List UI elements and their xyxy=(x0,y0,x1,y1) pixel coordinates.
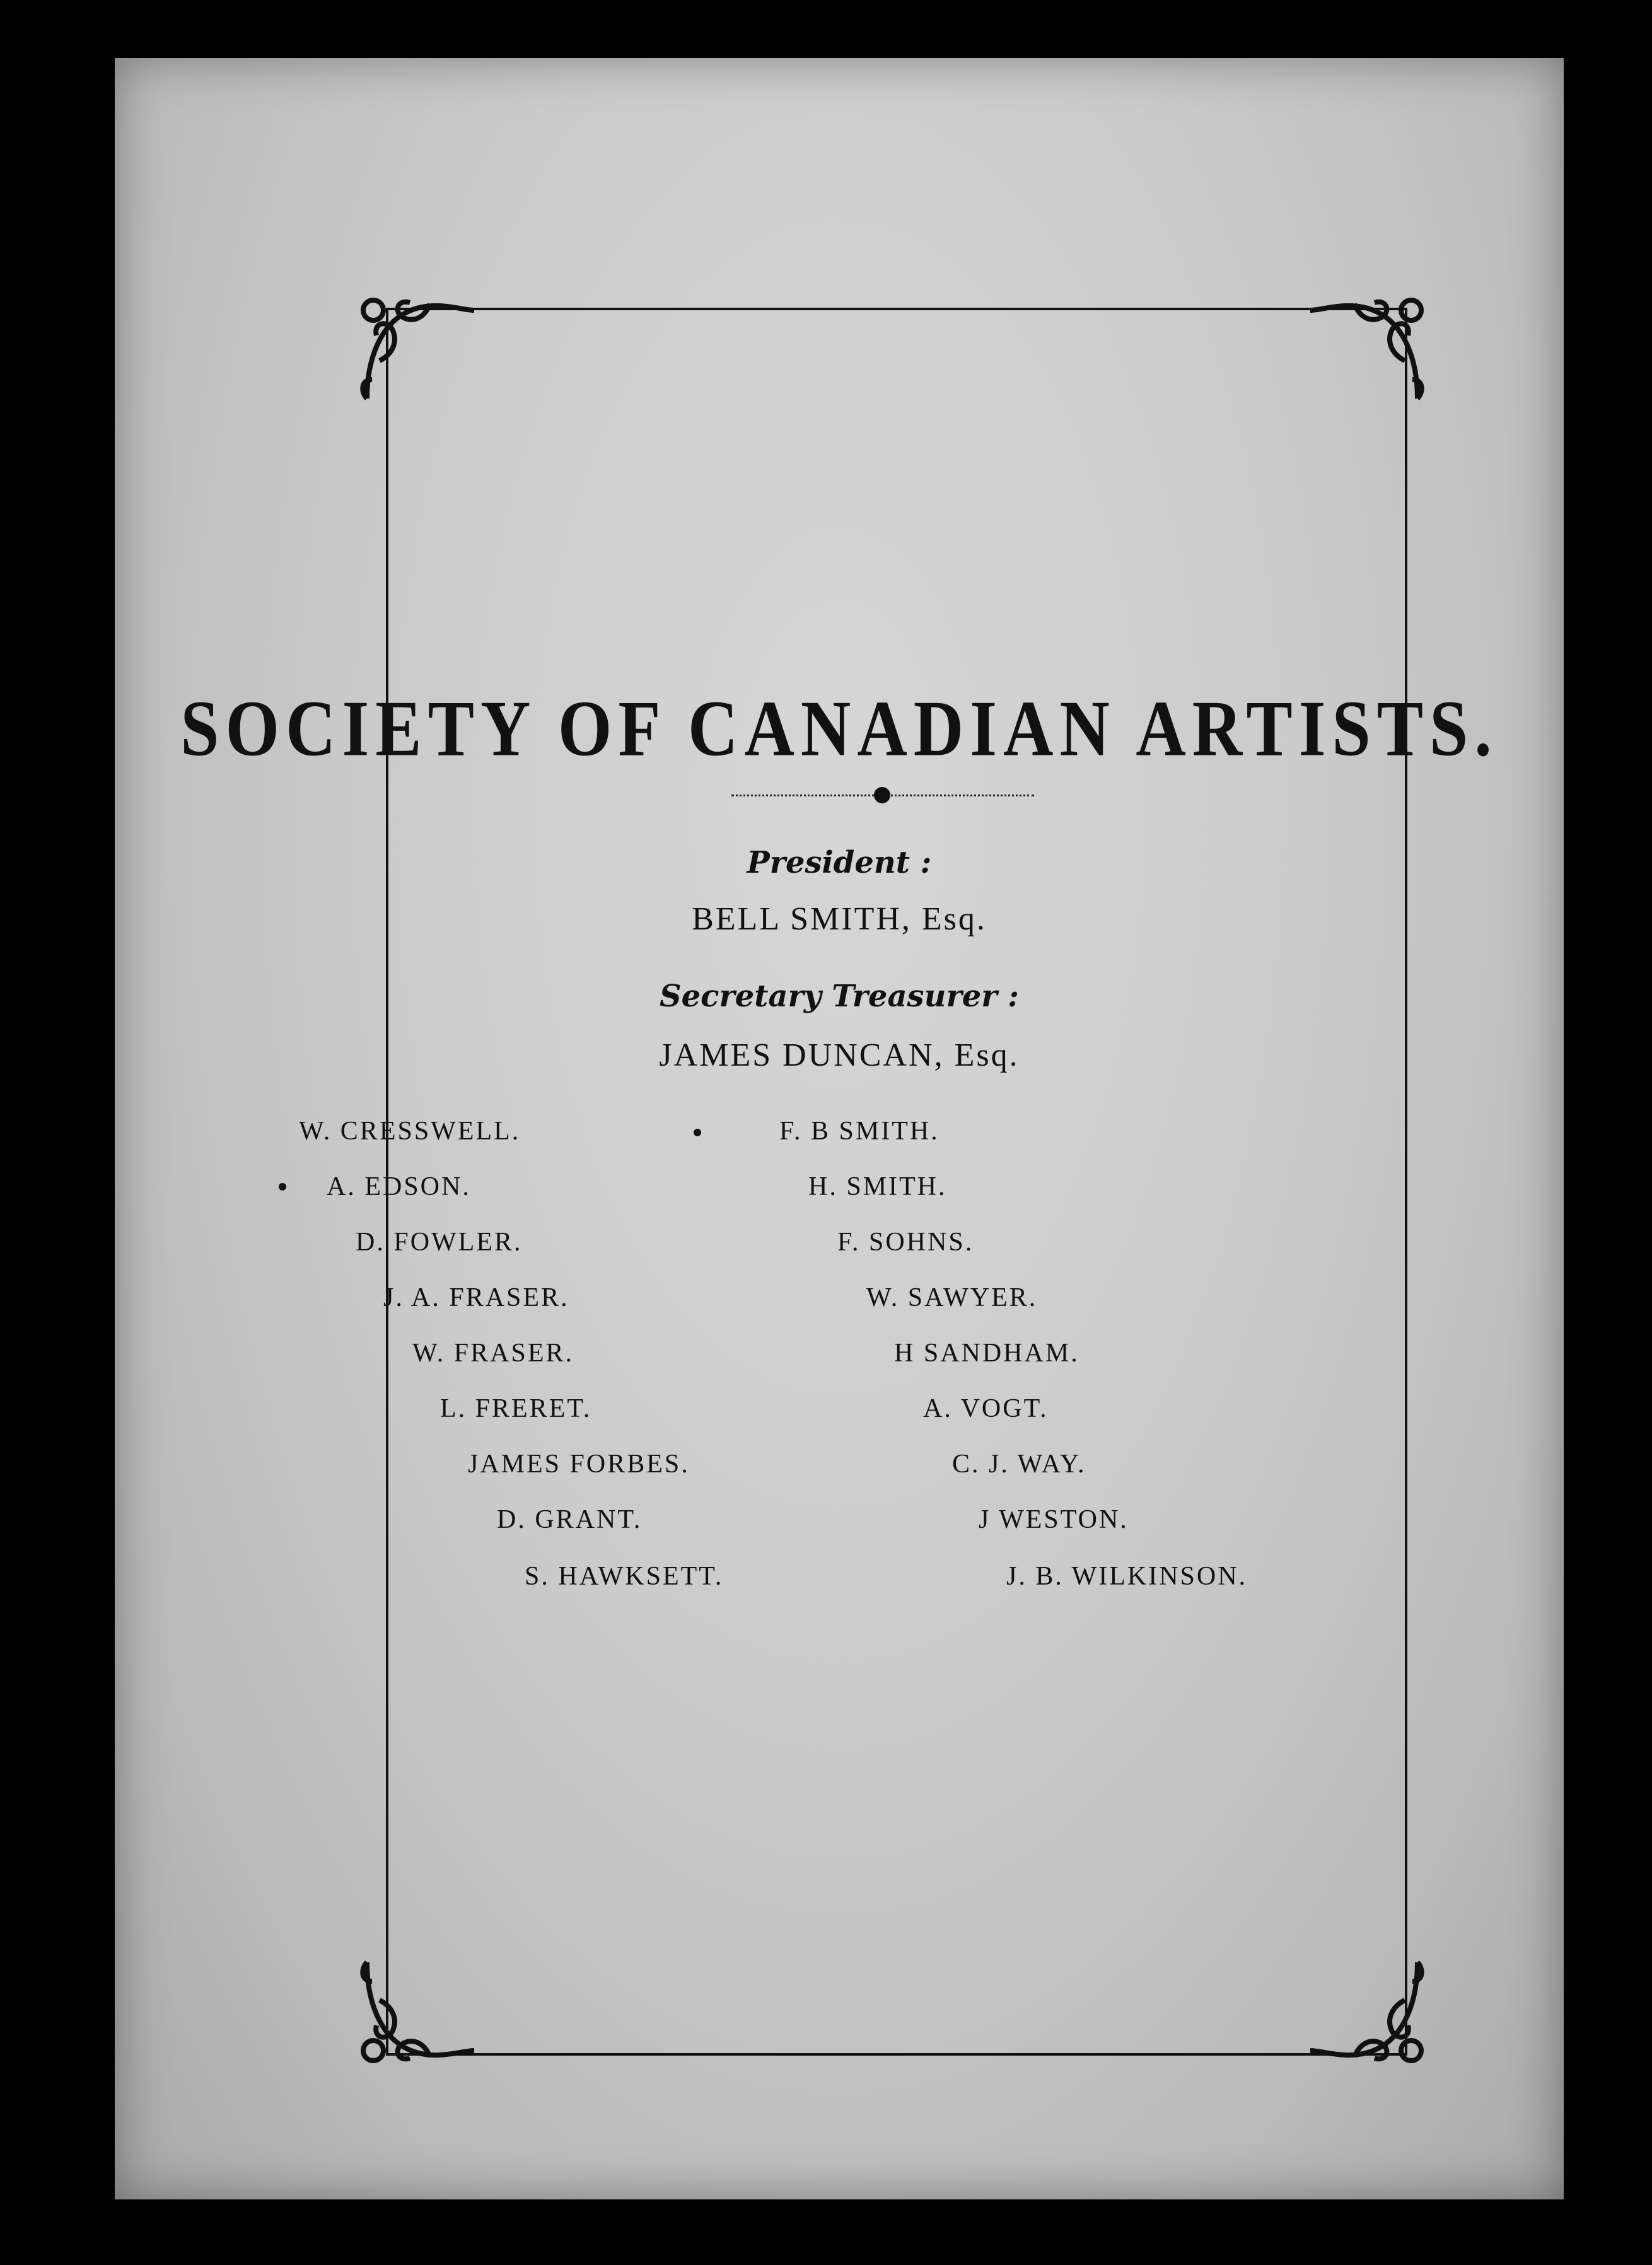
ornament-corner-icon xyxy=(1304,1950,1430,2076)
member-right: F. B SMITH. xyxy=(779,1117,939,1146)
member-right: F. SOHNS. xyxy=(837,1228,974,1257)
member-right: W. SAWYER. xyxy=(866,1283,1038,1312)
president-name: BELL SMITH, Esq. xyxy=(692,901,987,937)
ink-speck xyxy=(279,1183,286,1191)
divider-dot-icon xyxy=(874,787,890,803)
member-left: D. GRANT. xyxy=(497,1505,643,1534)
member-left: W. FRASER. xyxy=(412,1339,574,1368)
president-heading: President : xyxy=(747,845,932,880)
member-left: A. EDSON. xyxy=(327,1172,471,1201)
ornament-corner-icon xyxy=(1304,285,1430,411)
member-right: C. J. WAY. xyxy=(952,1450,1086,1479)
page-title: SOCIETY OF CANADIAN ARTISTS. xyxy=(180,684,1498,773)
member-right: H SANDHAM. xyxy=(894,1339,1079,1368)
member-left: S. HAWKSETT. xyxy=(525,1562,724,1591)
member-left: W. CRESSWELL. xyxy=(299,1117,521,1146)
member-right: J WESTON. xyxy=(979,1505,1129,1534)
member-left: J. A. FRASER. xyxy=(383,1283,569,1312)
member-right: A. VOGT. xyxy=(923,1394,1049,1423)
secretary-treasurer-heading: Secretary Treasurer : xyxy=(659,979,1020,1014)
document-page xyxy=(115,58,1564,2199)
member-left: L. FRERET. xyxy=(440,1394,592,1423)
ornament-corner-icon xyxy=(354,285,480,411)
member-right: H. SMITH. xyxy=(808,1172,947,1201)
ornament-corner-icon xyxy=(354,1950,480,2076)
member-right: J. B. WILKINSON. xyxy=(1006,1562,1248,1591)
member-left: JAMES FORBES. xyxy=(468,1450,690,1479)
ink-speck xyxy=(694,1129,701,1136)
member-left: D. FOWLER. xyxy=(356,1228,523,1257)
secretary-treasurer-name: JAMES DUNCAN, Esq. xyxy=(659,1037,1020,1073)
